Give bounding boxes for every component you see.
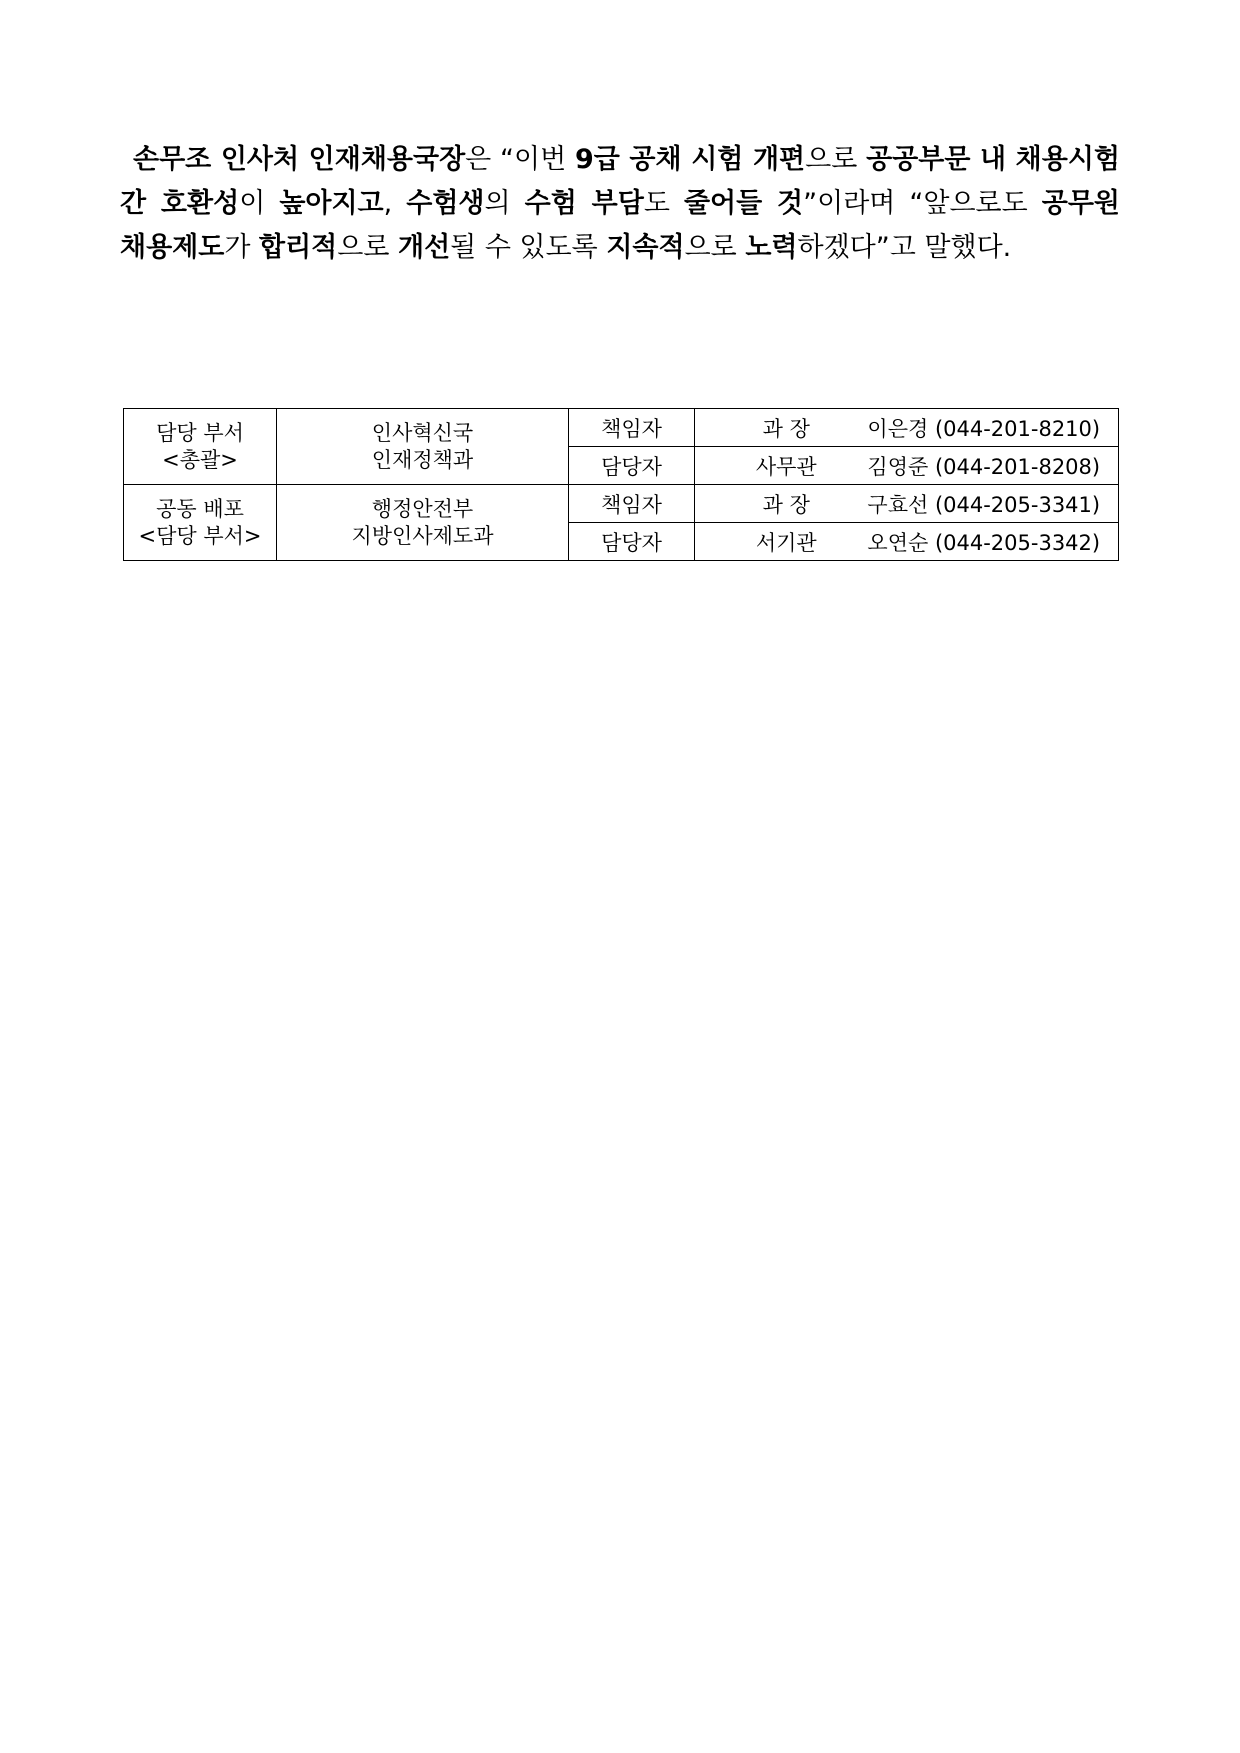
body-text: 으로 xyxy=(684,232,746,263)
organization-division: 인재정책과 xyxy=(371,447,474,472)
title-cell: 사무관 xyxy=(695,447,850,485)
contact-cell: 구효선 (044-205-3341) xyxy=(850,485,1119,523)
organization-cell xyxy=(277,485,569,561)
body-text: 가 xyxy=(224,232,259,263)
emphasis-text: 줄어들 것 xyxy=(683,188,804,219)
department-sublabel: <담당 부서> xyxy=(138,523,262,548)
emphasis-text: 개선 xyxy=(398,232,451,263)
role-cell: 책임자 xyxy=(569,409,695,447)
body-text: ”이라며 “앞으로도 xyxy=(803,188,1042,219)
body-text: , xyxy=(383,188,407,219)
body-text: 하겠다”고 말했다. xyxy=(797,232,1012,263)
role-cell: 담당자 xyxy=(569,523,695,561)
emphasis-text: 노력 xyxy=(745,232,798,263)
emphasis-text: 손무조 인사처 인재채용국장 xyxy=(133,144,466,175)
body-text: 도 xyxy=(643,188,684,219)
title-cell: 과 장 xyxy=(695,485,850,523)
table-row xyxy=(124,409,1119,447)
contact-cell: 이은경 (044-201-8210) xyxy=(850,409,1119,447)
body-text: 이 xyxy=(239,188,280,219)
contact-cell: 김영준 (044-201-8208) xyxy=(850,447,1119,485)
role-cell: 책임자 xyxy=(569,485,695,523)
organization-ministry: 행정안전부 xyxy=(371,496,474,521)
body-text: 될 수 있도록 xyxy=(450,232,607,263)
emphasis-text: 지속적 xyxy=(606,232,685,263)
organization-division: 지방인사제도과 xyxy=(351,523,494,548)
contact-cell: 오연순 (044-205-3342) xyxy=(850,523,1119,561)
body-text: 의 xyxy=(484,188,525,219)
organization-bureau: 인사혁신국 xyxy=(371,420,474,445)
department-label-cell xyxy=(124,409,277,485)
emphasis-text: 공공부문 내 채용시험 간 호환성 xyxy=(120,144,1121,219)
table-row xyxy=(124,485,1119,523)
role-cell: 담당자 xyxy=(569,447,695,485)
emphasis-text: 9급 공채 시험 개편 xyxy=(574,144,806,175)
emphasis-text: 합리적 xyxy=(259,232,338,263)
contact-table xyxy=(123,408,1119,561)
department-label: 공동 배포 xyxy=(156,496,244,521)
emphasis-text: 수험생 xyxy=(406,188,485,219)
press-release-paragraph xyxy=(120,138,1120,270)
body-text: 으로 xyxy=(337,232,398,263)
emphasis-text: 높아지고 xyxy=(279,188,384,219)
title-cell: 서기관 xyxy=(695,523,850,561)
body-text: 으로 xyxy=(805,144,867,175)
quote-paragraph xyxy=(120,138,1120,270)
body-text: 은 “이번 xyxy=(465,144,575,175)
organization-cell xyxy=(277,409,569,485)
emphasis-text: 수험 부담 xyxy=(524,188,644,219)
department-sublabel: <총괄> xyxy=(162,447,238,472)
department-label: 담당 부서 xyxy=(156,420,244,445)
title-cell: 과 장 xyxy=(695,409,850,447)
department-label-cell xyxy=(124,485,277,561)
emphasis-text: 공무원 채용제도 xyxy=(120,188,1121,263)
